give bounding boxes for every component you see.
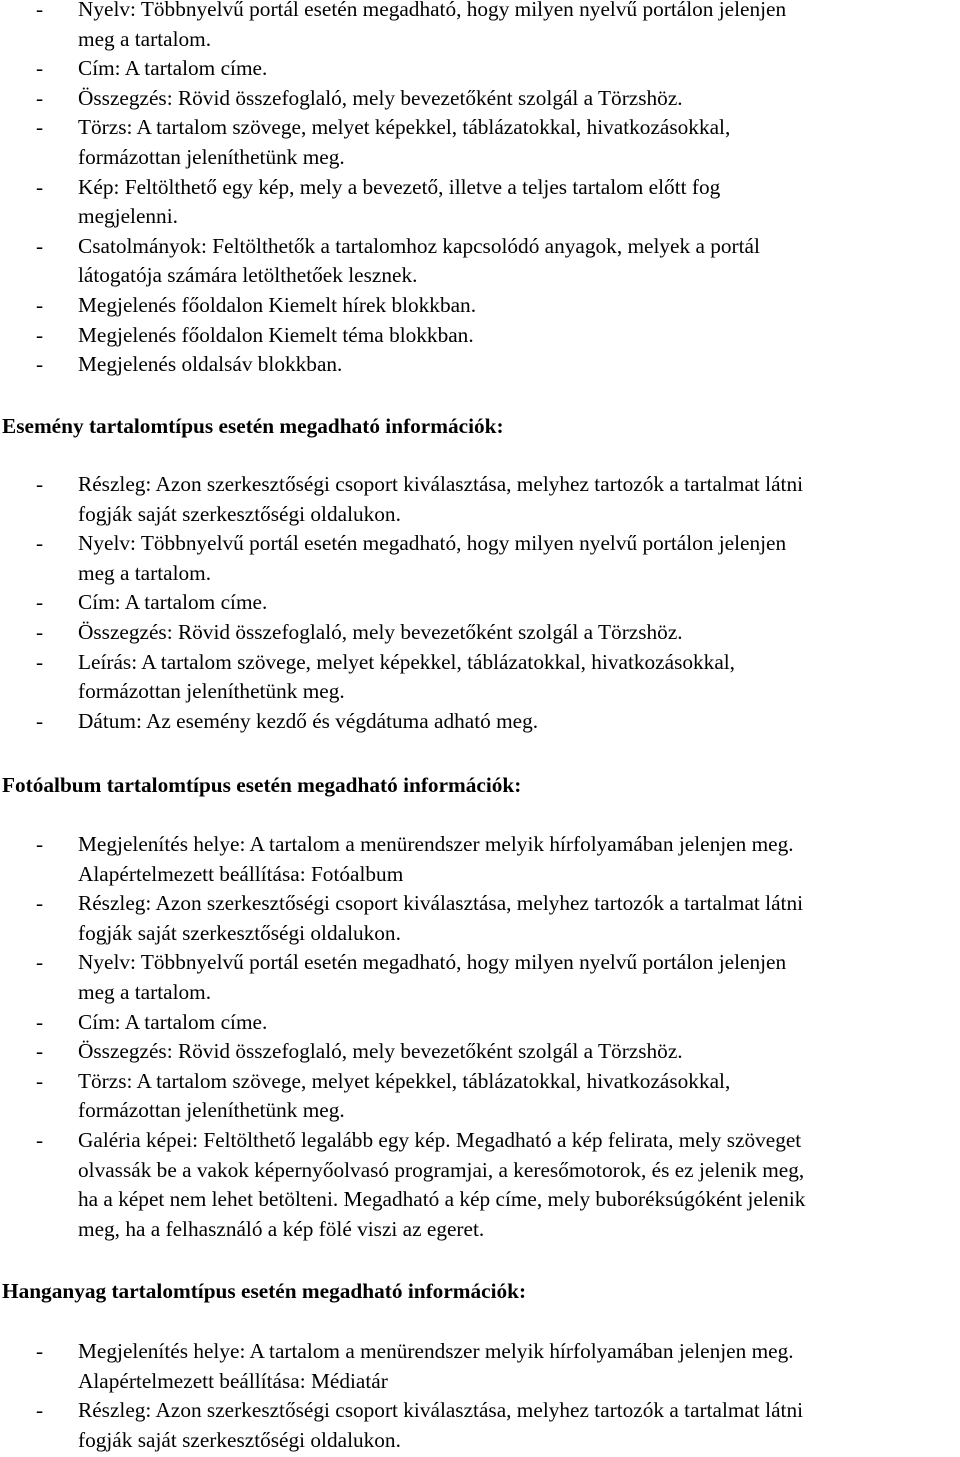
bullet-dash: - [36,1127,44,1152]
list-item-text: fogják saját szerkesztőségi oldalukon. [78,1427,401,1452]
list-item-text: Nyelv: Többnyelvű portál esetén megadható, hogy milyen nyelvű portálon jelenjen [78,0,787,21]
list-item [0,889,960,948]
list-item-text: formázottan jeleníthetünk meg. [78,144,345,169]
bullet-dash: - [36,1339,44,1363]
bullet-dash: - [36,352,44,377]
bullet-dash: - [36,472,44,496]
bullet-dash: - [36,174,44,199]
list-item-text: Cím: A tartalom címe. [78,1009,268,1034]
list-item-text: Nyelv: Többnyelvű portál esetén megadható, hogy milyen nyelvű portálon jelenjen [78,531,787,556]
section-fotoalbum [0,830,960,1244]
list-item [0,84,960,114]
bullet-list [0,830,960,1244]
list-item [0,830,960,889]
section-heading-hanganyag: Hanganyag tartalomtípus esetén megadható információk: [2,1279,527,1303]
list-item [0,113,960,172]
list-item-text: Cím: A tartalom címe. [78,590,268,615]
list-item [0,0,960,54]
bullet-dash: - [36,56,44,81]
bullet-dash: - [36,1009,44,1034]
list-item-text: ha a képet nem lehet betölteni. Megadható a kép címe, mely buboréksúgóként jelenik [78,1187,806,1212]
list-item-text: formázottan jeleníthetünk meg. [78,679,345,704]
section-heading-fotoalbum: Fotóalbum tartalomtípus esetén megadható információk: [2,773,522,797]
list-item-text: megjelenni. [78,204,178,229]
list-item-text: Törzs: A tartalom szövege, melyet képekkel, táblázatokkal, hivatkozásokkal, [78,1068,731,1093]
list-item-text: Részleg: Azon szerkesztőségi csoport kiválasztása, melyhez tartozók a tartalmat látni [78,891,804,916]
bullet-dash: - [36,649,44,674]
bullet-dash: - [36,292,44,317]
list-item [0,350,960,380]
list-item [0,588,960,618]
list-item-text: Részleg: Azon szerkesztőségi csoport kiválasztása, melyhez tartozók a tartalmat látni [78,1398,804,1423]
list-item-text: Megjelenítés helye: A tartalom a menürendszer melyik hírfolyamában jelenjen meg. [78,1339,794,1363]
bullet-dash: - [36,891,44,916]
list-item-text: meg, ha a felhasználó a kép fölé viszi az egeret. [78,1216,485,1241]
bullet-dash: - [36,832,44,856]
list-item-text: Nyelv: Többnyelvű portál esetén megadható, hogy milyen nyelvű portálon jelenjen [78,950,787,975]
list-item [0,529,960,588]
list-item [0,618,960,648]
list-item-text: Törzs: A tartalom szövege, melyet képekkel, táblázatokkal, hivatkozásokkal, [78,115,731,140]
list-item-text: Galéria képei: Feltölthető legalább egy kép. Megadható a kép felirata, mely szöveget [78,1127,802,1152]
bullet-dash: - [36,233,44,258]
list-item [0,1037,960,1067]
list-item [0,291,960,321]
bullet-dash: - [36,1039,44,1064]
list-item-text: Alapértelmezett beállítása: Médiatár [78,1368,388,1393]
bullet-list [0,0,960,380]
bullet-list [0,470,960,736]
list-item [0,648,960,707]
list-item [0,54,960,84]
list-item-text: Megjelenés oldalsáv blokkban. [78,352,343,377]
list-item [0,173,960,232]
list-item [0,1008,960,1038]
bullet-dash: - [36,590,44,615]
list-item [0,321,960,351]
section-continued-list [0,0,960,380]
list-item [0,707,960,737]
list-item [0,1126,960,1244]
list-item-text: fogják saját szerkesztőségi oldalukon. [78,920,401,945]
bullet-list [0,1337,960,1455]
list-item-text: Cím: A tartalom címe. [78,56,268,81]
list-item-text: meg a tartalom. [78,560,212,585]
list-item-text: formázottan jeleníthetünk meg. [78,1098,345,1123]
list-item [0,470,960,529]
bullet-dash: - [36,950,44,975]
section-heading-esemeny: Esemény tartalomtípus esetén megadható információk: [2,414,504,438]
bullet-dash: - [36,85,44,110]
list-item-text: Alapértelmezett beállítása: Fotóalbum [78,861,404,886]
list-item-text: meg a tartalom. [78,26,212,51]
list-item-text: Összegzés: Rövid összefoglaló, mely bevezetőként szolgál a Törzshöz. [78,85,683,110]
bullet-dash: - [36,322,44,347]
list-item [0,232,960,291]
list-item-text: Részleg: Azon szerkesztőségi csoport kiválasztása, melyhez tartozók a tartalmat látni [78,472,804,496]
list-item-text: látogatója számára letölthetőek lesznek. [78,263,418,288]
bullet-dash: - [36,0,44,21]
list-item-text: Kép: Feltölthető egy kép, mely a bevezető, illetve a teljes tartalom előtt fog [78,174,721,199]
list-item [0,1337,960,1396]
bullet-dash: - [36,708,44,733]
list-item-text: meg a tartalom. [78,979,212,1004]
bullet-dash: - [36,531,44,556]
list-item-text: Dátum: Az esemény kezdő és végdátuma adható meg. [78,708,539,733]
section-esemeny [0,470,960,736]
list-item-text: Megjelenés főoldalon Kiemelt téma blokkban. [78,322,474,347]
list-item-text: Összegzés: Rövid összefoglaló, mely bevezetőként szolgál a Törzshöz. [78,619,683,644]
list-item-text: Összegzés: Rövid összefoglaló, mely bevezetőként szolgál a Törzshöz. [78,1039,683,1064]
list-item-text: Megjelenés főoldalon Kiemelt hírek blokkban. [78,292,477,317]
list-item-text: fogják saját szerkesztőségi oldalukon. [78,501,401,526]
bullet-dash: - [36,115,44,140]
list-item-text: olvassák be a vakok képernyőolvasó programjai, a keresőmotorok, és ez jelenik meg, [78,1157,805,1182]
list-item-text: Megjelenítés helye: A tartalom a menürendszer melyik hírfolyamában jelenjen meg. [78,832,794,856]
list-item [0,948,960,1007]
list-item-text: Csatolmányok: Feltölthetők a tartalomhoz kapcsolódó anyagok, melyek a portál [78,233,760,258]
bullet-dash: - [36,1068,44,1093]
bullet-dash: - [36,1398,44,1423]
list-item-text: Leírás: A tartalom szövege, melyet képekkel, táblázatokkal, hivatkozásokkal, [78,649,736,674]
list-item [0,1067,960,1126]
bullet-dash: - [36,619,44,644]
section-hanganyag [0,1337,960,1455]
list-item [0,1396,960,1455]
